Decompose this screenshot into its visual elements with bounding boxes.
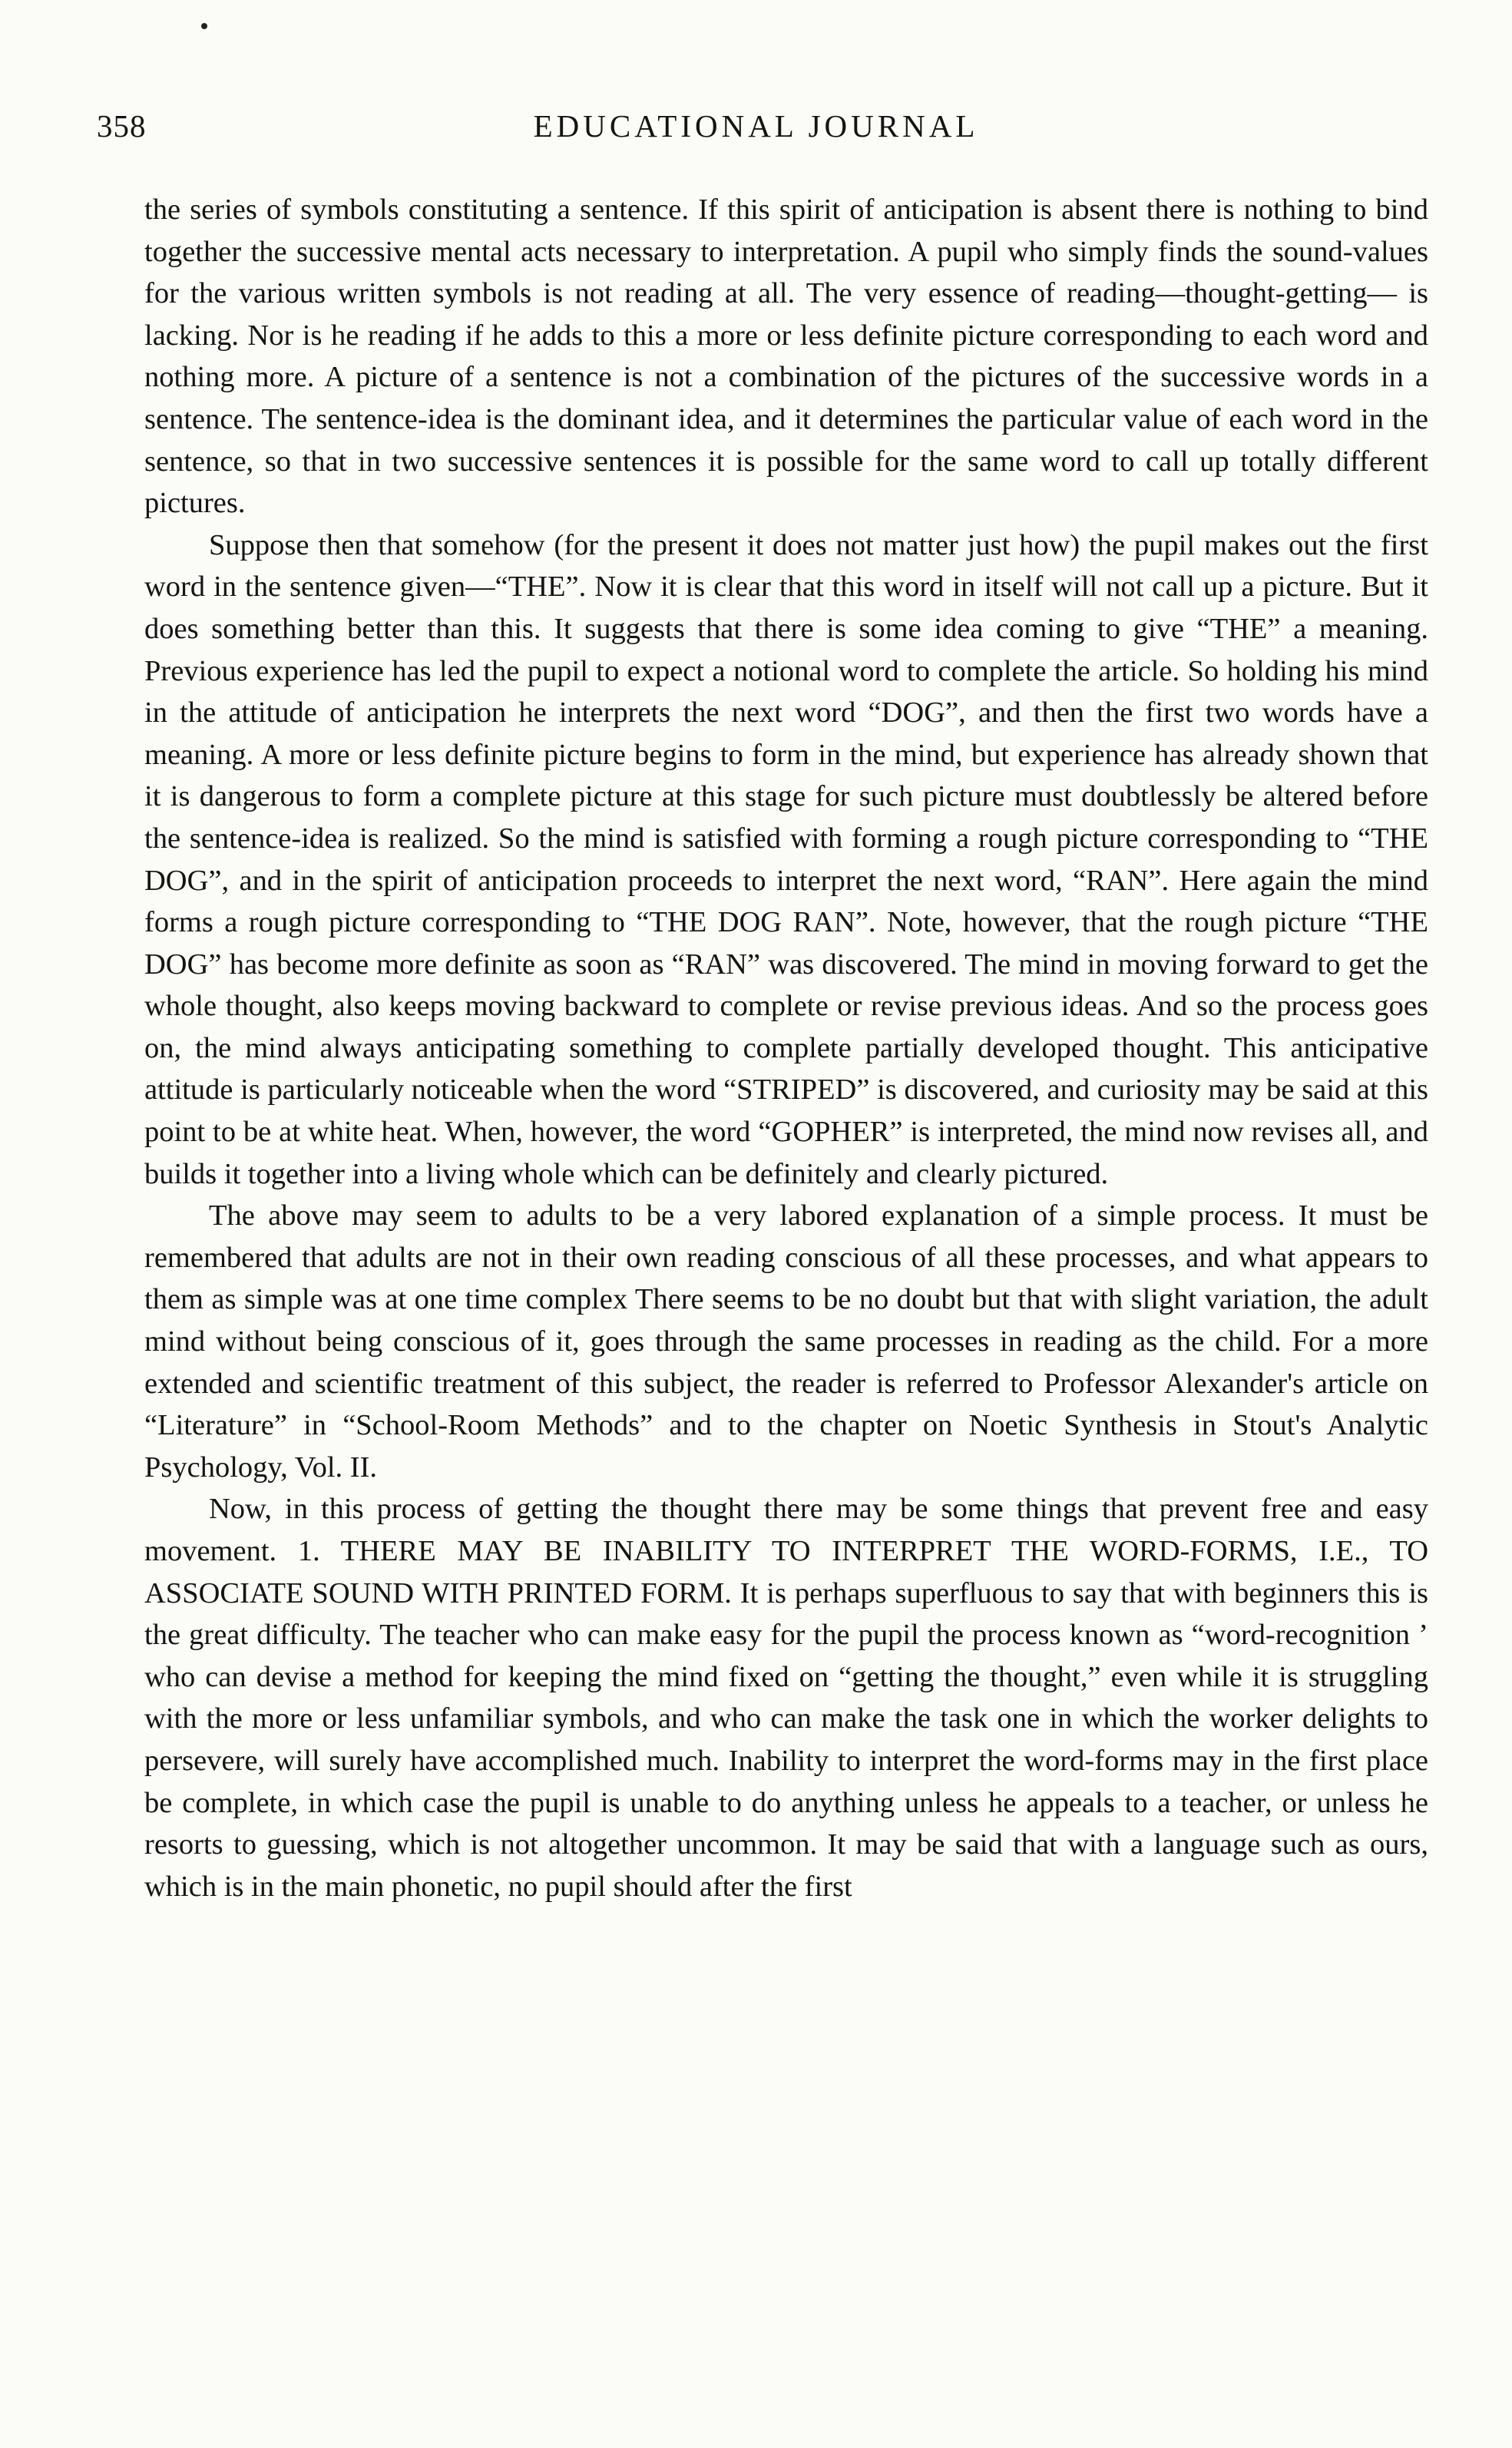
running-title: EDUCATIONAL JOURNAL (533, 108, 979, 144)
paragraph-3: The above may seem to adults to be a very labored explanation of a simple process. It must be remembered that adults are not in their own reading conscious of all these processes, and what appears to them as simple was at one time complex There seems to be no doubt but that with slight variation, the adult mind without being conscious of it, goes through the same processes in reading as the child. For a more extended and scientific treatment of this subject, the reader is referred to Professor Alexander's article on “Literature” in “School-Room Methods” and to the chapter on Noetic Synthesis in Stout's Analytic Psychology, Vol. II. (144, 1199, 1428, 1484)
page-number: 358 (97, 108, 147, 144)
paragraph-1: the series of symbols constituting a sentence. If this spirit of anticipation is absent there is nothing to bind together the successive mental acts necessary to interpretation. A pupil who simply finds the sound-values for the various written symbols is not reading at all. The very essence of reading—thought-getting— is lacking. Nor is he reading if he adds to this a more or less definite picture corresponding to each word and nothing more. A picture of a sentence is not a combination of the pictures of the successive words in a sentence. The sentence-idea is the dominant idea, and it determines the particular value of each word in the sentence, so that in two successive sentences it is possible for the same word to call up totally different pictures. (144, 194, 1428, 520)
article-body (144, 189, 1428, 1907)
paragraph-2: Suppose then that somehow (for the present it does not matter just how) the pupil makes out the first word in the sentence given—“THE”. Now it is clear that this word in itself will not call up a picture. But it does something better than this. It suggests that there is some idea coming to give “THE” a meaning. Previous experience has led the pupil to expect a notional word to complete the article. So holding his mind in the attitude of anticipation he interprets the next word “DOG”, and then the first two words have a meaning. A more or less definite picture begins to form in the mind, but experience has already shown that it is dangerous to form a complete picture at this stage for such picture must doubtlessly be altered before the sentence-idea is realized. So the mind is satisfied with forming a rough picture corresponding to “THE DOG”, and in the spirit of anticipation proceeds to interpret the next word, “RAN”. Here again the mind forms a rough picture corresponding to “THE DOG RAN”. Note, however, that the rough picture “THE DOG” has become more definite as soon as “RAN” was discovered. The mind in moving forward to get the whole thought, also keeps moving backward to complete or revise previous ideas. And so the process goes on, the mind always anticipating something to complete partially developed thought. This anticipative attitude is particularly noticeable when the word “STRIPED” is discovered, and curiosity may be said at this point to be at white heat. When, however, the word “GOPHER” is interpreted, the mind now revises all, and builds it together into a living whole which can be definitely and clearly pictured. (144, 528, 1428, 1190)
paragraph-4: Now, in this process of getting the thought there may be some things that prevent free and easy movement. 1. THERE MAY BE INABILITY TO INTERPRET THE WORD-FORMS, I.E., TO ASSOCIATE SOUND WITH PRINTED FORM. It is perhaps superfluous to say that with beginners this is the great difficulty. The teacher who can make easy for the pupil the process known as “word-recognition ’ who can devise a method for keeping the mind fixed on “getting the thought,” even while it is struggling with the more or less unfamiliar symbols, and who can make the task one in which the worker delights to persevere, will surely have accomplished much. Inability to interpret the word-forms may in the first place be complete, in which case the pupil is unable to do anything unless he appeals to a teacher, or unless he resorts to guessing, which is not altogether uncommon. It may be said that with a language such as ours, which is in the main phonetic, no pupil should after the first (144, 1493, 1428, 1903)
stray-dot-mark (201, 23, 207, 29)
